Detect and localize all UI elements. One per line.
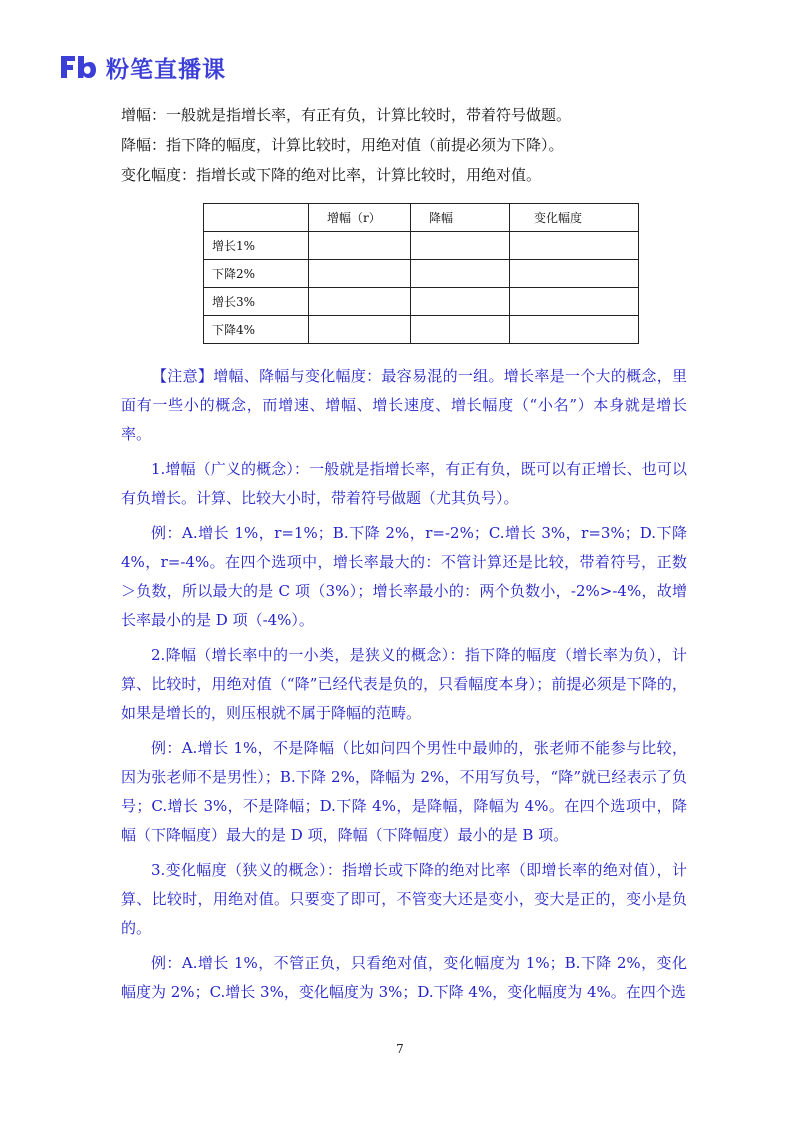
header bbox=[58, 50, 226, 84]
table-header-cell: 变化幅度 bbox=[510, 204, 639, 232]
table-cell bbox=[510, 232, 639, 260]
table-row bbox=[204, 316, 639, 344]
note-text: 增幅、降幅与变化幅度：最容易混的一组。增长率是一个大的概念，里面有一些小的概念，而增速、增幅、增长速度、增长幅度（“小名”）本身就是增长率。 bbox=[121, 367, 687, 443]
table-cell: 下降4% bbox=[204, 316, 309, 344]
table-cell bbox=[510, 288, 639, 316]
definition-bianhua: 变化幅度：指增长或下降的绝对比率，计算比较时，用绝对值。 bbox=[121, 166, 542, 184]
example-bianhua: 例：A.增长 1%，不管正负，只看绝对值，变化幅度为 1%；B.下降 2%，变化幅度为 2%；C.增长 3%，变化幅度为 3%；D.下降 4%，变化幅度为 4%。在四个选 bbox=[121, 954, 687, 1001]
table-cell bbox=[309, 232, 411, 260]
table-cell bbox=[309, 316, 411, 344]
table-cell bbox=[510, 260, 639, 288]
example-jiangfu: 例：A.增长 1%，不是降幅（比如问四个男性中最帅的，张老师不能参与比较，因为张老师不是男性）；B.下降 2%，降幅为 2%，不用写负号，“降”就已经表示了负号；C.增长 3%，不是降幅；D.下降 4%，是降幅，降幅为 4%。在四个选项中，降幅（下降幅度）最大的是 D 项，降幅（下降幅度）最小的是 B 项。 bbox=[121, 739, 687, 844]
explanation-body bbox=[121, 362, 687, 1013]
example-zengfu: 例：A.增长 1%，r=1%；B.下降 2%，r=-2%；C.增长 3%，r=3%；D.下降 4%，r=-4%。在四个选项中，增长率最大的：不管计算还是比较，带着符号，正数＞负数，所以最大的是 C 项（3%）；增长率最小的：两个负数小，-2%>-4%，故增长率最小的是 D 项（-4%）。 bbox=[121, 524, 687, 629]
table-cell bbox=[411, 260, 510, 288]
table-cell bbox=[309, 288, 411, 316]
intro-definitions bbox=[121, 100, 681, 190]
table-cell: 下降2% bbox=[204, 260, 309, 288]
paragraph-zengfu: 1.增幅（广义的概念）：一般就是指增长率，有正有负，既可以有正增长、也可以有负增长。计算、比较大小时，带着符号做题（尤其负号）。 bbox=[121, 460, 687, 507]
table-cell bbox=[309, 260, 411, 288]
table-row bbox=[204, 288, 639, 316]
table-cell: 增长3% bbox=[204, 288, 309, 316]
table-header-row bbox=[204, 204, 639, 232]
brand-name: 粉笔直播课 bbox=[106, 56, 226, 83]
paragraph-bianhua: 3.变化幅度（狭义的概念）：指增长或下降的绝对比率（即增长率的绝对值），计算、比较时，用绝对值。只要变了即可，不管变大还是变小，变大是正的，变小是负的。 bbox=[121, 861, 687, 937]
table-header-cell bbox=[204, 204, 309, 232]
table-cell bbox=[411, 288, 510, 316]
fb-logo-icon bbox=[58, 52, 98, 82]
table-header-cell: 增幅（r） bbox=[309, 204, 411, 232]
table-row bbox=[204, 232, 639, 260]
definition-zengfu: 增幅：一般就是指增长率，有正有负，计算比较时，带着符号做题。 bbox=[121, 106, 572, 124]
table-header-cell: 降幅 bbox=[411, 204, 510, 232]
table-cell bbox=[411, 316, 510, 344]
paragraph-jiangfu: 2.降幅（增长率中的一小类，是狭义的概念）：指下降的幅度（增长率为负），计算、比较时，用绝对值（“降”已经代表是负的，只看幅度本身）；前提必须是下降的，如果是增长的，则压根就不属于降幅的范畴。 bbox=[121, 646, 687, 722]
table-cell bbox=[510, 316, 639, 344]
note-tag: 【注意】 bbox=[152, 367, 214, 385]
table-cell: 增长1% bbox=[204, 232, 309, 260]
note-paragraph bbox=[121, 362, 687, 449]
table-row bbox=[204, 260, 639, 288]
page-number: 7 bbox=[396, 1042, 404, 1056]
table-cell bbox=[411, 232, 510, 260]
comparison-table bbox=[203, 203, 639, 344]
definition-jiangfu: 降幅：指下降的幅度，计算比较时，用绝对值（前提必须为下降）。 bbox=[121, 136, 564, 154]
